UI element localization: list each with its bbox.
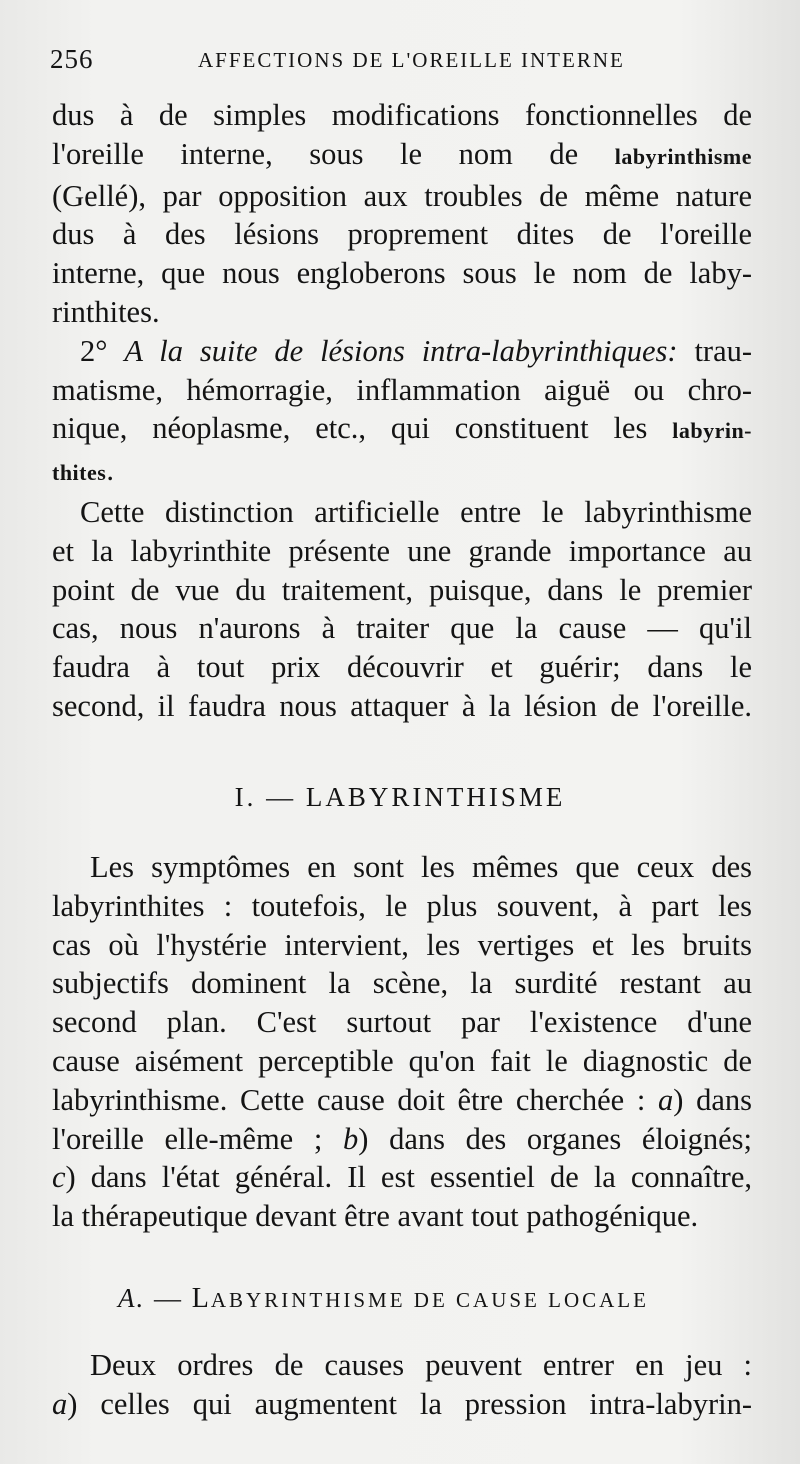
text-line: c) dans l'état général. Il est essentiel de la connaître, — [52, 1160, 752, 1195]
running-head: AFFECTIONS DE L'OREILLE INTERNE — [198, 48, 625, 72]
text-line: labyrinthites : toutefois, le plus souvent, à part les — [52, 888, 752, 923]
bold-term: thites — [52, 460, 107, 486]
text-line: second plan. C'est surtout par l'existence d'une — [52, 1005, 752, 1040]
italic-phrase: A la suite de lésions intra-labyrinthiques: — [124, 333, 678, 368]
text-line: l'oreille interne, sous le nom de labyrinthisme — [52, 136, 752, 171]
text-line: rinthites. — [52, 294, 160, 329]
body-text-bottom — [52, 1346, 752, 1424]
text-line: cause aisément perceptible qu'on fait le diagnostic de — [52, 1043, 752, 1078]
text-line: et la labyrinthite présente une grande importance au — [52, 533, 752, 568]
text-line: a) celles qui augmentent la pression intra-labyrin- — [52, 1386, 752, 1421]
text-line: cas où l'hystérie intervient, les vertiges et les bruits — [52, 927, 752, 962]
text-line: subjectifs dominent la scène, la surdité restant au — [52, 966, 752, 1001]
bold-term: labyrin- — [672, 418, 753, 444]
text-line: faudra à tout prix découvrir et guérir; dans le — [52, 650, 752, 685]
text-line: nique, néoplasme, etc., qui constituent les labyrin- — [52, 411, 753, 446]
text-line: la thérapeutique devant être avant tout pathogénique. — [52, 1199, 699, 1234]
text-line: labyrinthisme. Cette cause doit être cherchée : a) dans — [52, 1082, 752, 1117]
page-header — [40, 40, 760, 80]
text-line: dus à des lésions proprement dites de l'oreille — [52, 217, 752, 252]
text-line: Les symptômes en sont les mêmes que ceux des — [90, 850, 752, 884]
text-line: matisme, hémorragie, inflammation aiguë ou chro- — [52, 372, 752, 407]
text-line: interne, que nous engloberons sous le nom de laby- — [52, 256, 752, 291]
text-line: 2° A la suite de lésions intra-labyrinthiques: trau- — [80, 333, 753, 368]
text-line: Deux ordres de causes peuvent entrer en jeu : — [90, 1348, 752, 1382]
text-line: cas, nous n'aurons à traiter que la cause — qu'il — [52, 611, 752, 646]
text-line: dus à de simples modifications fonctionnelles de — [52, 98, 752, 132]
body-text-middle — [52, 848, 752, 1236]
text-line: point de vue du traitement, puisque, dans le premier — [52, 572, 752, 607]
body-text-top — [52, 96, 752, 726]
section-heading: I. — LABYRINTHISME — [234, 782, 566, 812]
text-line: l'oreille elle-même ; b) dans des organes éloignés; — [52, 1121, 752, 1156]
subsection-heading: A. — LABYRINTHISME DE CAUSE LOCALE — [118, 1283, 649, 1314]
text-line: (Gellé), par opposition aux troubles de même nature — [52, 178, 752, 213]
text-line: second, il faudra nous attaquer à la lésion de l'oreille. — [52, 688, 752, 723]
bold-term: labyrinthisme — [614, 143, 752, 169]
page-number: 256 — [50, 44, 94, 74]
text-line: Cette distinction artificielle entre le labyrinthisme — [80, 494, 752, 529]
text-line: thites. — [52, 453, 114, 488]
